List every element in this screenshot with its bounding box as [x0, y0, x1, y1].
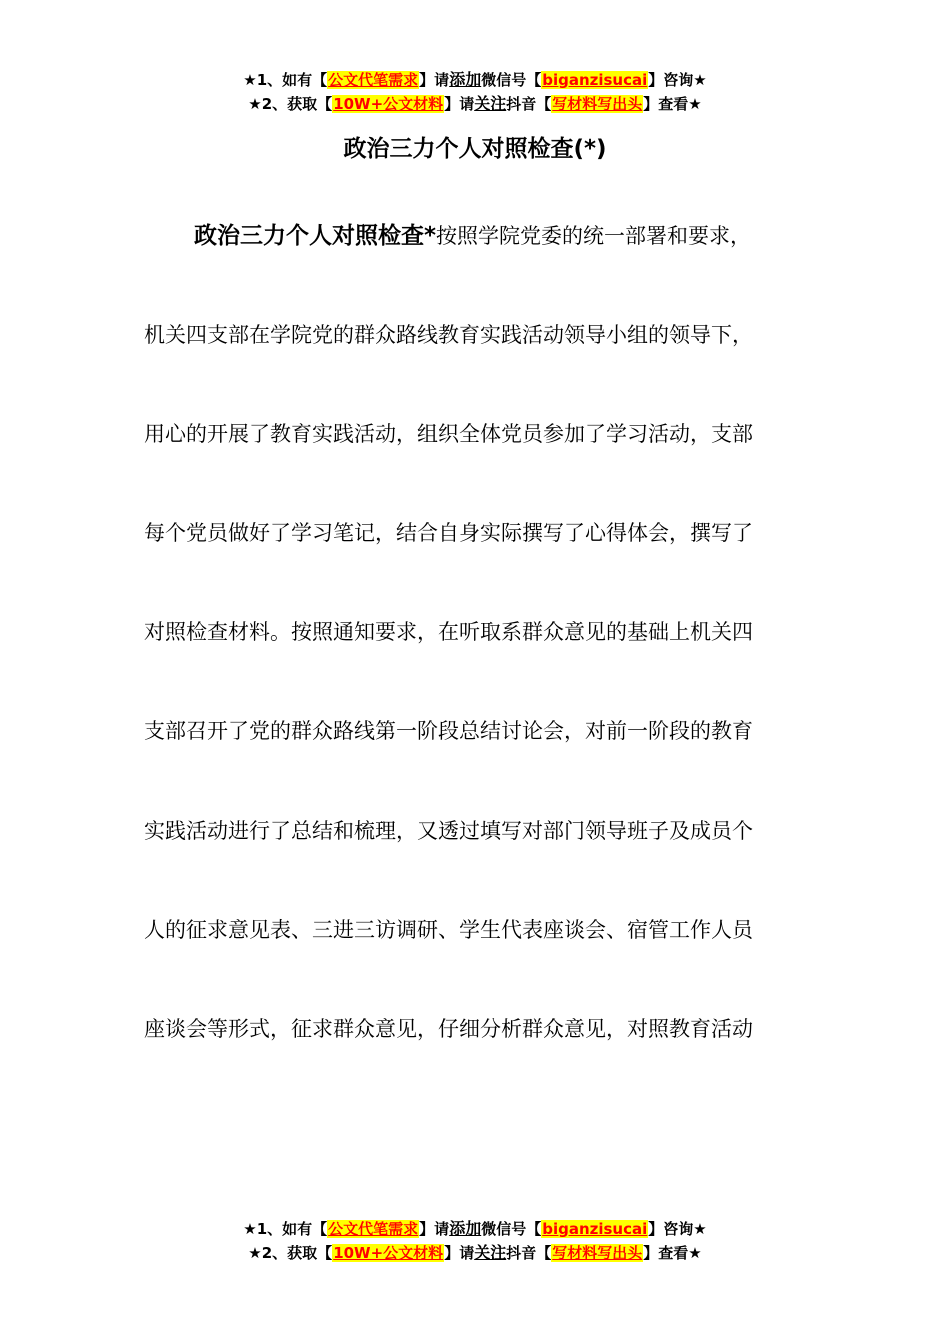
underline-text: 关注 [474, 94, 507, 113]
body-line-5: 对照检查材料。按照通知要求，在听取系群众意见的基础上机关四 [144, 620, 753, 644]
banner-text: ★1、如有【 [243, 1220, 328, 1238]
banner-text: 】咨询★ [648, 1220, 707, 1238]
body-line-7: 实践活动进行了总结和梳理，又透过填写对部门领导班子及成员个 [144, 819, 753, 843]
banner-text: 微信号【 [481, 1220, 542, 1238]
document-title: 政治三力个人对照检查(*) [343, 136, 607, 162]
banner-text: 】查看★ [643, 95, 702, 113]
banner-text: ★1、如有【 [243, 71, 328, 89]
highlight-materials: 10W+公文材料 [333, 95, 444, 113]
banner-text: 抖音【 [506, 1244, 552, 1262]
banner-line-2 [0, 92, 950, 116]
banner-text: 抖音【 [506, 95, 552, 113]
banner-text: 】查看★ [643, 1244, 702, 1262]
highlight-douyin: 写材料写出头 [552, 95, 643, 113]
highlight-wechat-id: biganzisucai [542, 71, 648, 89]
banner-line-1 [0, 68, 950, 92]
highlight-materials: 10W+公文材料 [333, 1244, 444, 1262]
banner-text: 】请 [419, 1220, 450, 1238]
body-line-2: 机关四支部在学院党的群众路线教育实践活动领导小组的领导下， [144, 323, 753, 347]
banner-text: 】咨询★ [648, 71, 707, 89]
underline-text: 添加 [449, 70, 482, 89]
underline-text: 添加 [449, 1219, 482, 1238]
body-text: 按照学院党委的统一部署和要求， [436, 224, 752, 248]
body-line-4: 每个党员做好了学习笔记，结合自身实际撰写了心得体会，撰写了 [144, 521, 753, 545]
highlight-wechat-id: biganzisucai [542, 1220, 648, 1238]
body-line-8: 人的征求意见表、三进三访调研、学生代表座谈会、宿管工作人员 [144, 918, 753, 942]
highlight-douyin: 写材料写出头 [552, 1244, 643, 1262]
banner-text: 】请 [419, 71, 450, 89]
underline-text: 关注 [474, 1243, 507, 1262]
lead-heading: 政治三力个人对照检查* [194, 223, 437, 249]
body-line-1 [194, 219, 804, 253]
banner-text: ★2、获取【 [248, 95, 333, 113]
highlight-service: 公文代笔需求 [328, 1220, 419, 1238]
banner-text: 】请 [444, 1244, 475, 1262]
body-line-6: 支部召开了党的群众路线第一阶段总结讨论会，对前一阶段的教育 [144, 719, 753, 743]
banner-text: ★2、获取【 [248, 1244, 333, 1262]
body-line-3: 用心的开展了教育实践活动，组织全体党员参加了学习活动，支部 [144, 422, 753, 446]
header-banner [0, 68, 950, 116]
banner-text: 】请 [444, 95, 475, 113]
banner-text: 微信号【 [481, 71, 542, 89]
banner-line-1 [0, 1217, 950, 1241]
body-line-9: 座谈会等形式，征求群众意见，仔细分析群众意见，对照教育活动 [144, 1017, 753, 1041]
footer-banner [0, 1217, 950, 1265]
highlight-service: 公文代笔需求 [328, 71, 419, 89]
banner-line-2 [0, 1241, 950, 1265]
